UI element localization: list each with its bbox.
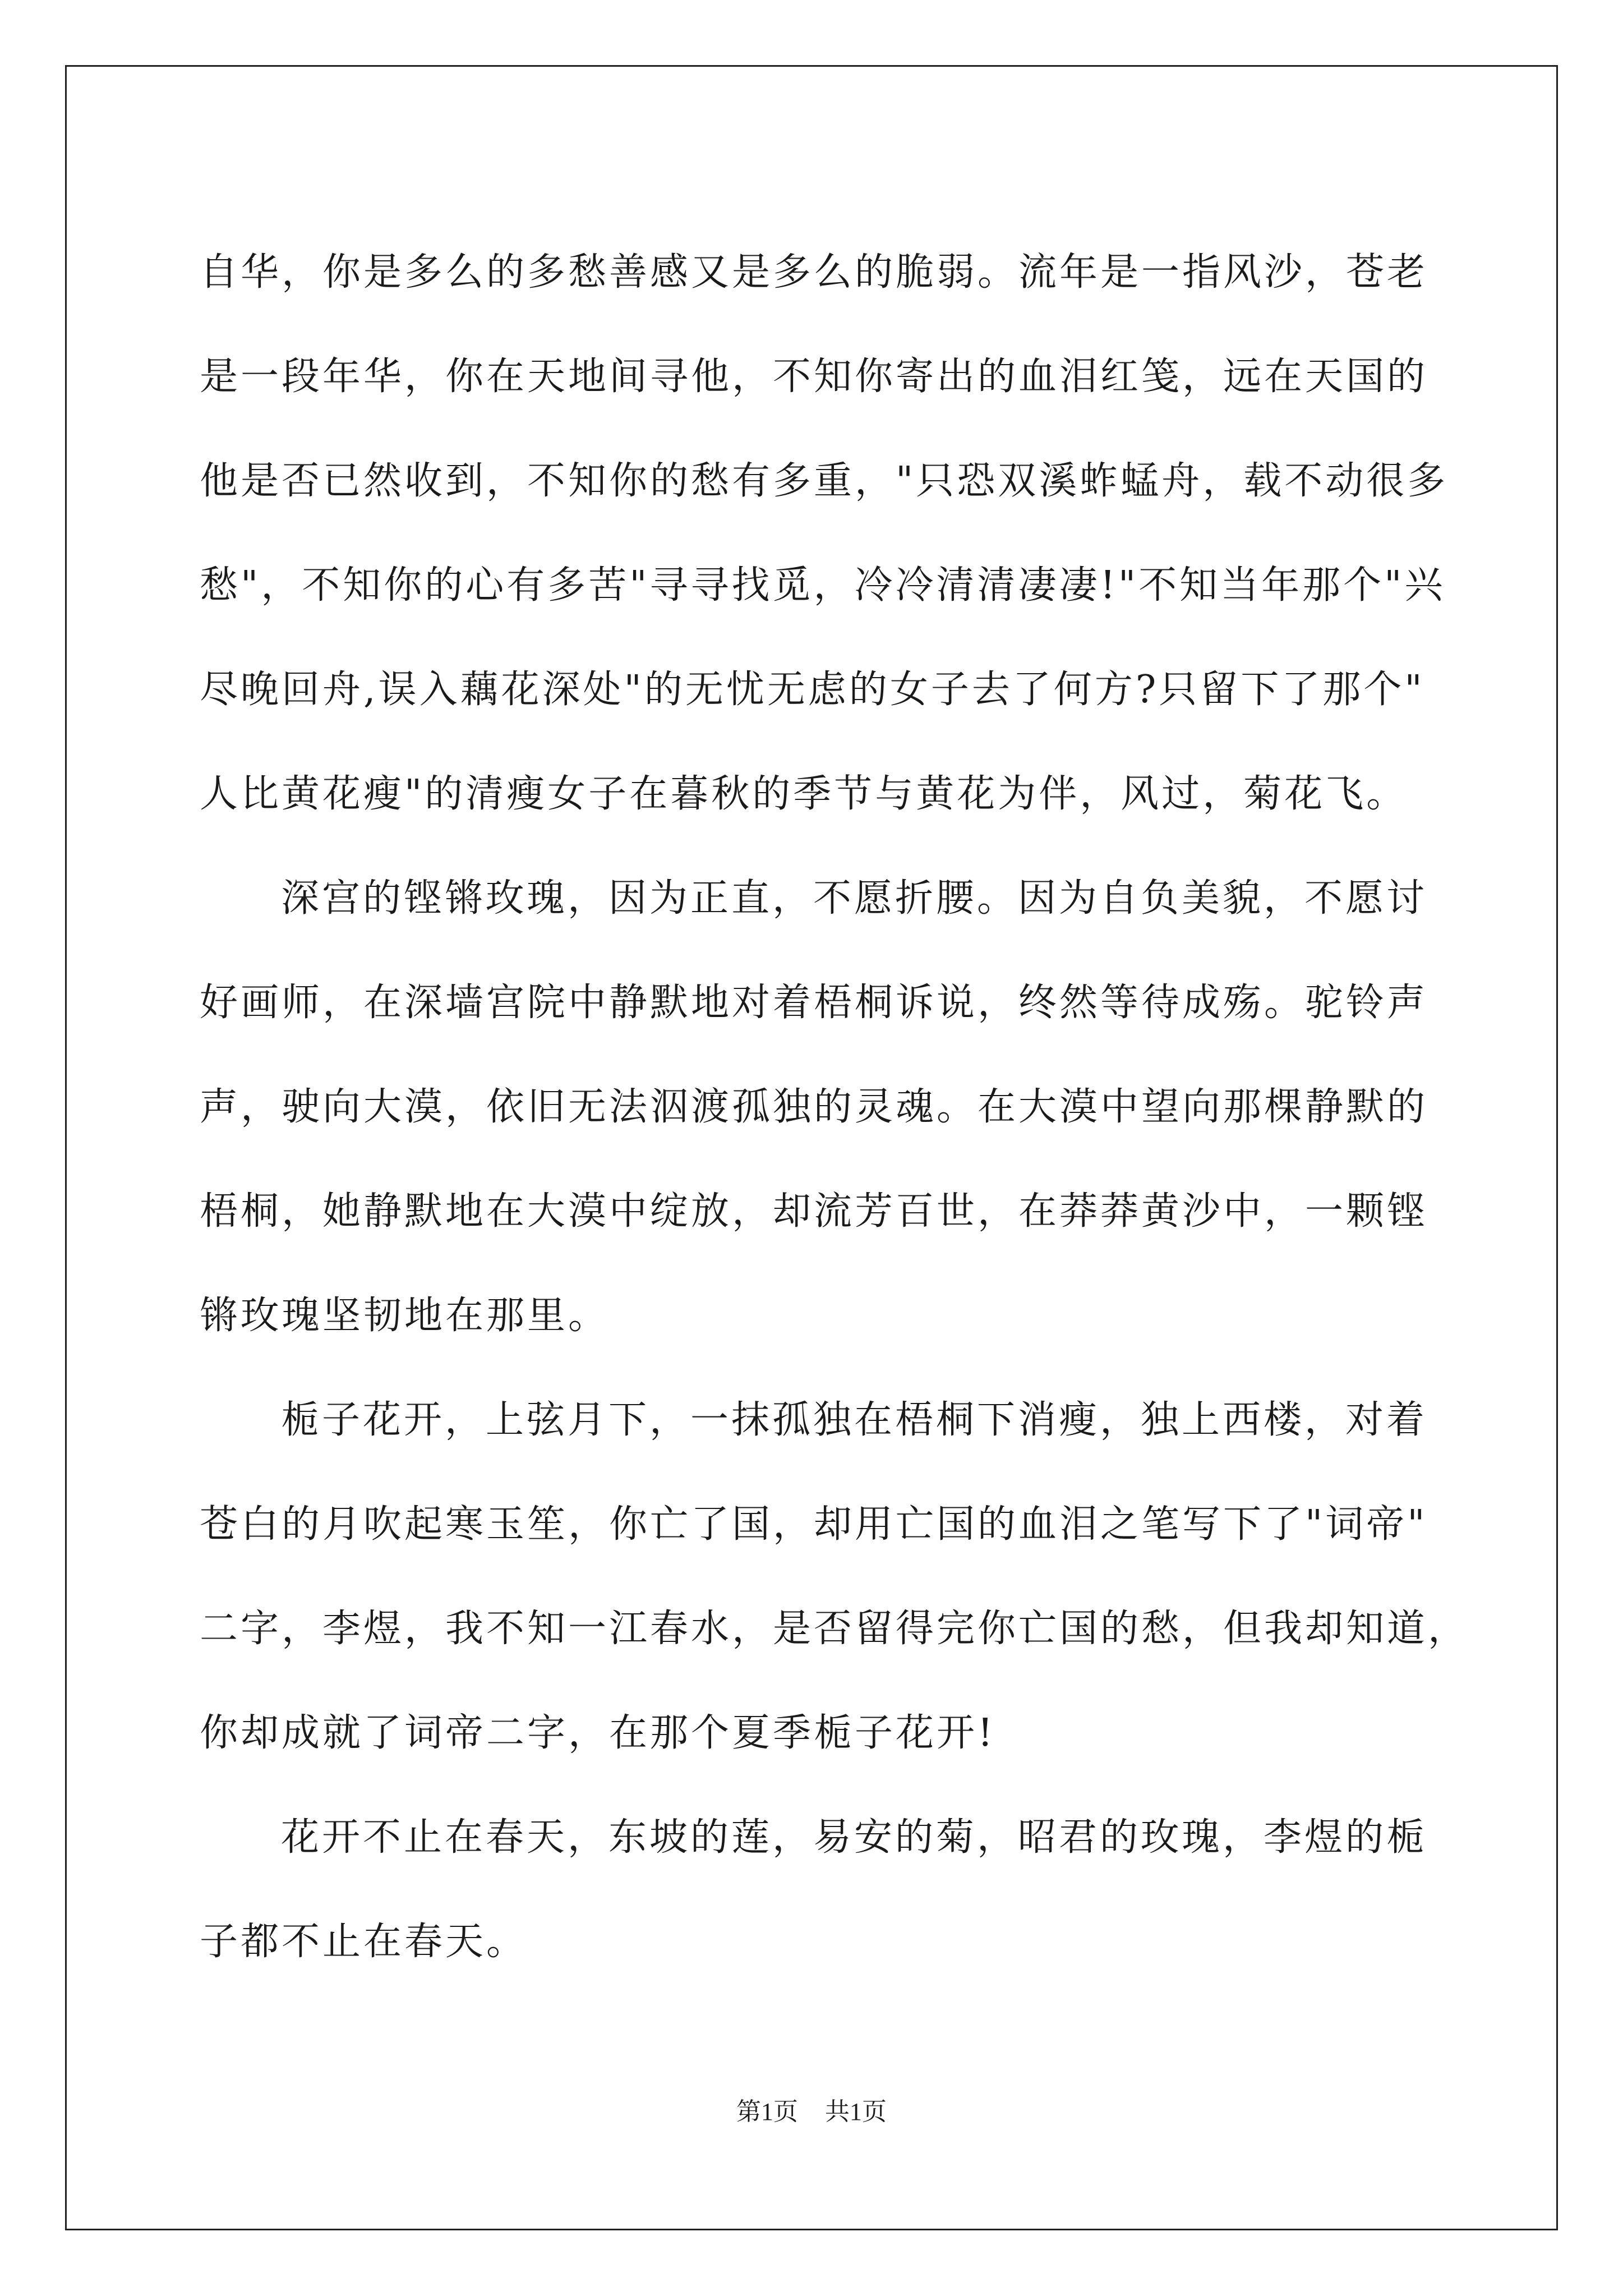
text-line: 苍白的月吹起寒玉笙，你亡了国，却用亡国的血泪之笔写下了"词帝" xyxy=(200,1502,1428,1547)
text-line: 梧桐，她静默地在大漠中绽放，却流芳百世，在莽莽黄沙中，一颗铿 xyxy=(200,1189,1428,1234)
text-line: 他是否已然收到，不知你的愁有多重，"只恐双溪蚱蜢舟，载不动很多 xyxy=(200,459,1449,503)
text-line: 声，驶向大漠，依旧无法泅渡孤独的灵魂。在大漠中望向那棵静默的 xyxy=(200,1085,1428,1129)
text-line: 子都不止在春天。 xyxy=(200,1920,528,1964)
page-footer xyxy=(0,2091,1623,2127)
text-line: 好画师，在深墙宫院中静默地对着梧桐诉说，终然等待成殇。驼铃声 xyxy=(200,981,1428,1025)
text-line: 尽晚回舟,误入藕花深处"的无忧无虑的女子去了何方?只留下了那个" xyxy=(200,668,1425,712)
text-line: 锵玫瑰坚韧地在那里。 xyxy=(200,1294,610,1338)
text-line: 是一段年华，你在天地间寻他，不知你寄出的血泪红笺，远在天国的 xyxy=(200,355,1428,399)
document-body xyxy=(200,220,1469,1994)
text-line: 你却成就了词帝二字，在那个夏季栀子花开! xyxy=(200,1711,996,1755)
text-line: 自华，你是多么的多愁善感又是多么的脆弱。流年是一指风沙，苍老 xyxy=(200,250,1428,295)
page-total: 共1页 xyxy=(825,2098,887,2125)
paragraph-start-line: 栀子花开，上弦月下，一抹孤独在梧桐下消瘦，独上西楼，对着 xyxy=(281,1398,1428,1442)
text-line: 愁"，不知你的心有多苦"寻寻找觅，冷冷清清凄凄!"不知当年那个"兴 xyxy=(200,563,1446,608)
page-number: 第1页 xyxy=(736,2098,798,2125)
text-line: 二字，李煜，我不知一江春水，是否留得完你亡国的愁，但我却知道， xyxy=(200,1607,1469,1651)
paragraph-start-line: 深宫的铿锵玫瑰，因为正直，不愿折腰。因为自负美貌，不愿讨 xyxy=(281,876,1428,921)
text-line: 人比黄花瘦"的清瘦女子在暮秋的季节与黄花为伴，风过，菊花飞。 xyxy=(200,772,1408,816)
paragraph-start-line: 花开不止在春天，东坡的莲，易安的菊，昭君的玫瑰，李煜的栀 xyxy=(281,1815,1428,1860)
